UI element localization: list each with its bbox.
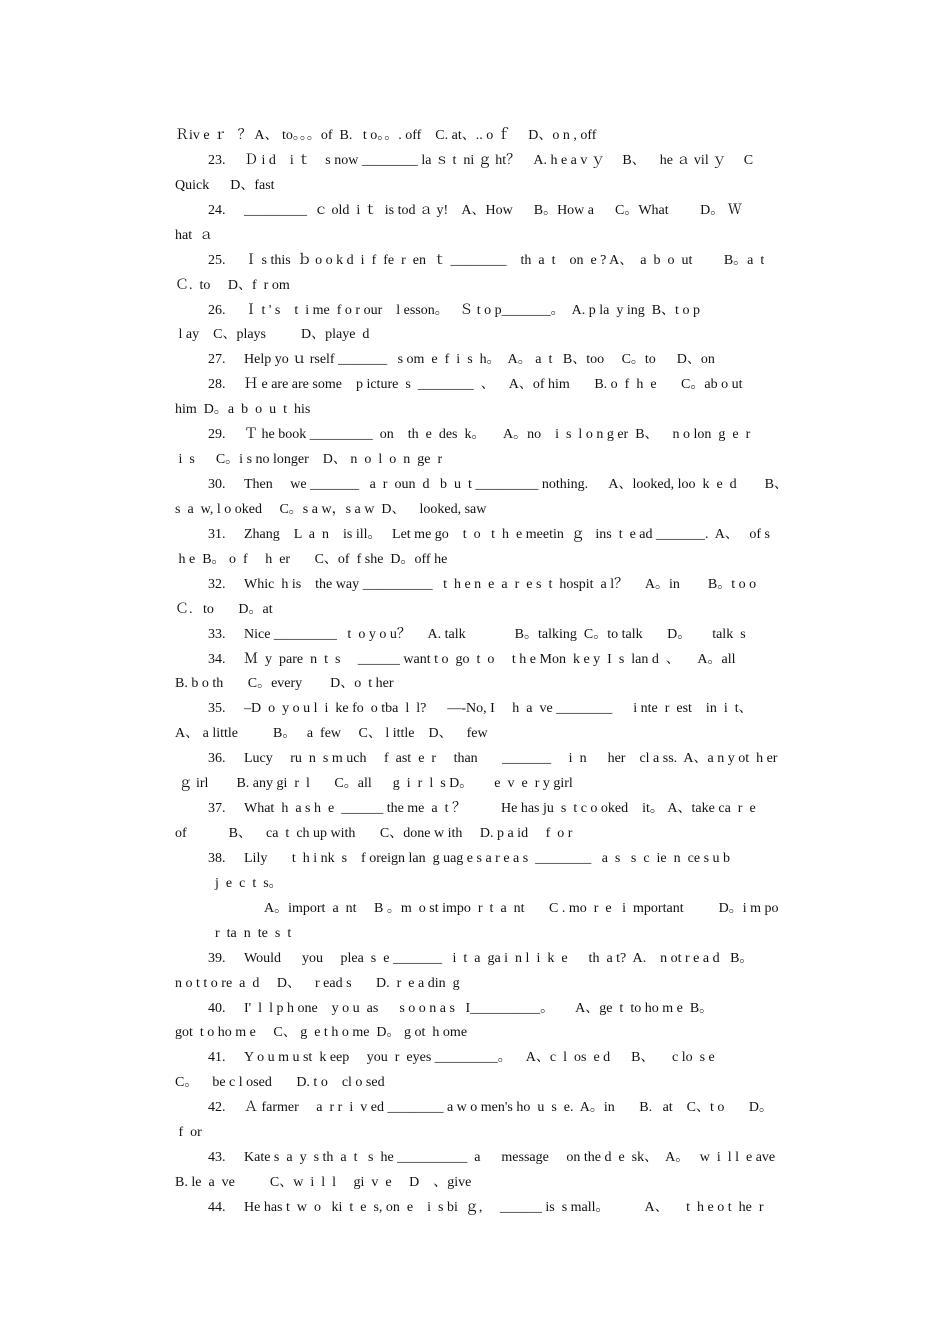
line-text: Ｈ e are are some p icture s ________ 、 A、of him B. o f h e C。ab o ut	[244, 377, 743, 392]
question-number: 36.	[208, 751, 226, 766]
line-text: hat ａ	[175, 228, 214, 243]
line-text: Ｃ. to D、f r om	[175, 278, 290, 293]
question-line	[208, 622, 807, 647]
question-number: 39.	[208, 951, 226, 966]
question-line	[208, 1195, 807, 1220]
line-text: Ｍ y pare n t s ______ want t o go t o t h e Mon k e y I s lan d 、 A。all	[244, 652, 736, 667]
continuation-line	[175, 223, 807, 248]
line-text: h e B。 o f h er C、of f she D。off he	[175, 552, 448, 567]
continuation-line	[175, 173, 807, 198]
question-line	[208, 422, 807, 447]
line-text: Quick D、fast	[175, 178, 275, 193]
continuation-line	[175, 821, 807, 846]
question-line	[208, 472, 807, 497]
line-text: Whic h is the way __________ t h e n e a r e s t hospit a l？ A。in B。t o o	[244, 577, 757, 592]
question-line	[208, 946, 807, 971]
continuation-line	[175, 397, 807, 422]
question-number: 35.	[208, 701, 226, 716]
line-text: A、 a little B。 a few C、 l ittle D、 few	[175, 726, 488, 741]
line-text: him D。a b o u t his	[175, 402, 311, 417]
question-line	[208, 1095, 807, 1120]
continuation-line	[175, 322, 807, 347]
continuation-line	[175, 547, 807, 572]
line-text: Ｄ i d i ｔ s now ________ la ｓ t ni ｇ ht？ A. h e a v ｙ B、 he ａ vil ｙ C	[244, 153, 754, 168]
line-text: Kate s a y s th a t s he __________ a message on the d e sk、 A。 w i l l e ave	[244, 1150, 776, 1165]
continuation-line	[175, 1070, 807, 1095]
line-text: n o t t o re a d D、 r ead s D. r e a din g	[175, 976, 460, 991]
question-line	[208, 746, 807, 771]
question-line	[208, 248, 807, 273]
line-text: Ｉ s this ｂ o o k d i f fe r en ｔ ________ th a t on e ? A、 a b o ut B。a t	[244, 253, 765, 268]
question-line	[208, 522, 807, 547]
line-text: Lucy ru n s m uch f ast e r than _______ i n her cl a ss. A、a n y ot h er	[244, 751, 778, 766]
line-text: f or	[175, 1125, 202, 1140]
continuation-line	[175, 1170, 807, 1195]
line-text: l ay C、plays D、playe d	[175, 327, 370, 342]
line-text: r ta n te s t	[208, 926, 292, 941]
line-text: Help yo ｕ rself _______ s om e f i s h。 A。 a t B、too C。to D、on	[244, 352, 715, 367]
question-number: 23.	[208, 153, 226, 168]
question-number: 29.	[208, 427, 226, 442]
question-number: 37.	[208, 801, 226, 816]
continuation-line	[175, 597, 807, 622]
question-line	[208, 647, 807, 672]
question-line	[208, 148, 807, 173]
question-number: 42.	[208, 1100, 226, 1115]
question-line	[208, 198, 807, 223]
line-text: Would you plea s e _______ i t a ga i n l i k e th a t? A. n ot r e a d B。	[244, 951, 754, 966]
line-text: j e c t s。	[208, 876, 283, 891]
continuation-line	[175, 273, 807, 298]
continuation-line	[208, 871, 807, 896]
line-text: i s C。i s no longer D、 n o l o n ge r	[175, 452, 443, 467]
question-number: 32.	[208, 577, 226, 592]
line-text: of B、 ca t ch up with C、done w ith D. p a id f o r	[175, 826, 573, 841]
line-text: Ａ farmer a r r i v ed ________ a w o men's ho u s e. A。in B. at C、t o D。	[244, 1100, 774, 1115]
continuation-line	[175, 123, 807, 148]
line-text: ｇ irl B. any gi r l C。all g i r l s D。 e v e r y girl	[175, 776, 573, 791]
line-text: s a w, l o oked C。s a w，s a w D、 looked, saw	[175, 502, 487, 517]
line-text: got t o ho m e C、 g e t h o me D。 g ot h ome	[175, 1025, 468, 1040]
question-number: 44.	[208, 1200, 226, 1215]
continuation-line	[175, 1020, 807, 1045]
continuation-line	[175, 497, 807, 522]
line-text: I' l l p h one y o u as s o o n a s I__________。 A、ge t to ho m e B。	[244, 1001, 714, 1016]
line-text: –D o y o u l i ke fo o tba l l? —-No, I h a ve ________ i nte r est in i t、	[244, 701, 753, 716]
line-text: Ｉ t ' s t i me f o r our l esson。 Ｓ t o p_______。 A. p la y ing B、t o p	[244, 303, 700, 318]
question-number: 30.	[208, 477, 226, 492]
line-text: Ｔ he book _________ on th e des k。 A。no i s l o n g er B、 n o lon g e r	[244, 427, 751, 442]
line-text: Zhang L a n is ill。 Let me go t o t h e meetin ｇ ins t e ad _______. A、 of s	[244, 527, 770, 542]
continuation-line	[175, 671, 807, 696]
question-line	[208, 372, 807, 397]
options-line	[264, 896, 807, 921]
question-number: 26.	[208, 303, 226, 318]
question-number: 31.	[208, 527, 226, 542]
line-text: C。 be c l osed D. t o cl o sed	[175, 1075, 385, 1090]
line-text: Nice _________ t o y o u？ A. talk B。talking C。to talk D。 talk s	[244, 627, 746, 642]
question-line	[208, 796, 807, 821]
question-number: 24.	[208, 203, 226, 218]
question-line	[208, 846, 807, 871]
line-text: Then we _______ a r oun d b u t _________ nothing. A、looked, loo k e d B、	[244, 477, 789, 492]
question-line	[208, 572, 807, 597]
continuation-line	[175, 447, 807, 472]
line-text: Ｒiv e ｒ ？ A、 to。。。of B. t o。。. off C. at、.. o ｆ D、o n , off	[175, 128, 597, 143]
line-text: B. le a ve C、w i l l gi v e D 、give	[175, 1175, 472, 1190]
question-number: 40.	[208, 1001, 226, 1016]
line-text: Lily t h i nk s f oreign lan g uag e s a r e a s ________ a s s c ie n ce s u b	[244, 851, 731, 866]
line-text: He has t w o ki t e s, on e i s bi ｇ, ______ is s mall。 A、 t h e o t he r	[244, 1200, 764, 1215]
question-number: 25.	[208, 253, 226, 268]
continuation-line	[208, 921, 807, 946]
line-text: B. b o th C。every D、o t her	[175, 676, 394, 691]
question-number: 38.	[208, 851, 226, 866]
line-text: _________ ｃ old i ｔ is tod ａ y! A、How B。How a C。What D。 Ｗ	[244, 203, 742, 218]
question-number: 27.	[208, 352, 226, 367]
question-line	[208, 696, 807, 721]
continuation-line	[175, 971, 807, 996]
question-number: 41.	[208, 1050, 226, 1065]
line-text: Ｃ. to D。at	[175, 602, 273, 617]
continuation-line	[175, 1120, 807, 1145]
line-text: Y o u m u st k eep you r eyes _________。 A、c l os e d B、 c lo s e	[244, 1050, 715, 1065]
question-number: 28.	[208, 377, 226, 392]
question-number: 33.	[208, 627, 226, 642]
continuation-line	[175, 721, 807, 746]
continuation-line	[175, 771, 807, 796]
question-number: 43.	[208, 1150, 226, 1165]
question-line	[208, 1045, 807, 1070]
question-number: 34.	[208, 652, 226, 667]
question-line	[208, 347, 807, 372]
question-line	[208, 298, 807, 323]
question-line	[208, 1145, 807, 1170]
question-line	[208, 996, 807, 1021]
line-text: A。import a nt B 。m o st impo r t a nt C . mo r e i mportant D。i m po	[264, 901, 779, 916]
line-text: What h a s h e ______ the me a t ？ He has ju s t c o oked it。 A、take ca r e	[244, 801, 756, 816]
